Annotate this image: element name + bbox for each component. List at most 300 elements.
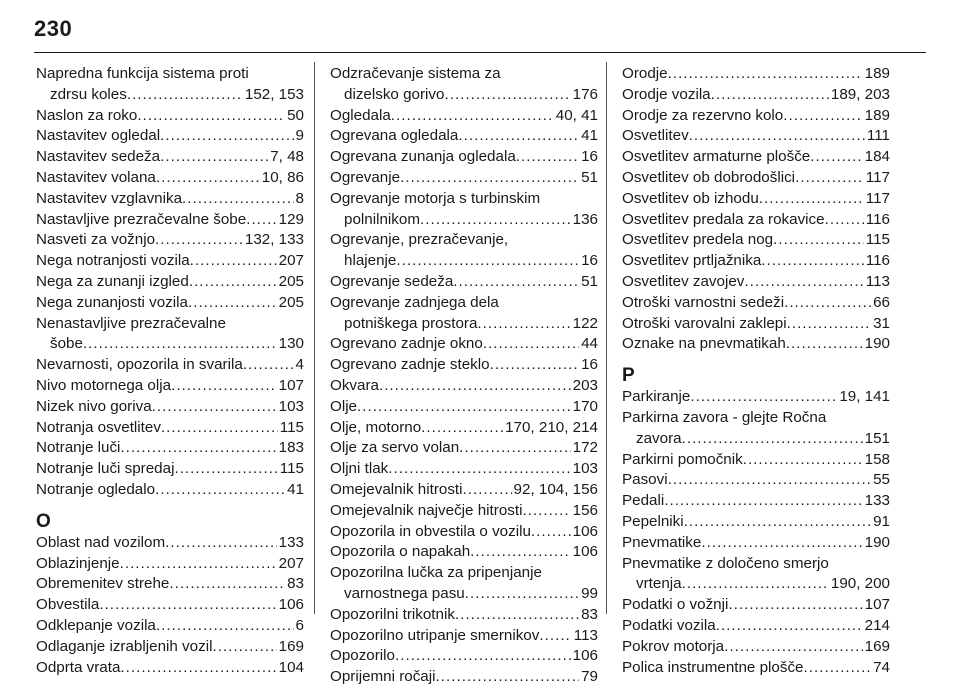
entry-row xyxy=(622,251,890,272)
entry-page-refs: 41 xyxy=(287,480,304,498)
entry-name: Opozorilni trikotnik xyxy=(330,605,455,623)
entry-row xyxy=(36,126,304,147)
index-entry xyxy=(36,595,304,616)
index-column-2 xyxy=(330,64,598,688)
entry-name: Osvetlitev prtljažnika xyxy=(622,252,762,270)
index-entry xyxy=(622,595,890,616)
dot-leader xyxy=(787,314,872,335)
entry-heading-line: Nenastavljive prezračevalne xyxy=(36,314,226,332)
index-entry xyxy=(330,126,598,147)
entry-page-refs: 111 xyxy=(866,127,890,145)
entry-heading-line: Parkirna zavora - glejte Ročna xyxy=(622,408,827,426)
index-entry xyxy=(330,64,598,106)
entry-name: Polica instrumentne plošče xyxy=(622,658,804,676)
index-entry xyxy=(622,533,890,554)
entry-row xyxy=(36,554,304,575)
dot-leader xyxy=(189,272,277,293)
index-entry xyxy=(622,64,890,85)
entry-row xyxy=(622,147,890,168)
dot-leader xyxy=(246,210,276,231)
entry-page-refs: 214 xyxy=(864,616,890,634)
entry-name: Opozorilno utripanje smernikov xyxy=(330,626,540,644)
index-entry xyxy=(622,189,890,210)
entry-page-refs: 190 xyxy=(864,335,890,353)
dot-leader xyxy=(664,491,862,512)
entry-row xyxy=(330,376,598,397)
entry-name: Nasveti za vožnjo xyxy=(36,231,156,249)
entry-row xyxy=(36,230,304,251)
index-entry xyxy=(330,459,598,480)
entry-name: Orodje za rezervno kolo xyxy=(622,106,784,124)
index-entry xyxy=(622,658,890,679)
index-entry xyxy=(330,542,598,563)
index-entry xyxy=(36,251,304,272)
entry-page-refs: 103 xyxy=(572,460,598,478)
entry-page-refs: 207 xyxy=(278,554,304,572)
dot-leader xyxy=(127,85,243,106)
index-entry xyxy=(330,626,598,647)
dot-leader xyxy=(182,189,294,210)
section-letter: O xyxy=(36,510,51,532)
entry-page-refs: 116 xyxy=(865,210,890,228)
index-entry xyxy=(36,314,304,356)
entry-name: Opozorila in obvestila o vozilu xyxy=(330,522,531,540)
dot-leader xyxy=(701,533,862,554)
entry-name: Odprta vrata xyxy=(36,658,121,676)
entry-name: Naslon za roko xyxy=(36,106,138,124)
entry-name: Opozorilo xyxy=(330,647,395,665)
entry-row xyxy=(330,106,598,127)
entry-row xyxy=(330,542,598,563)
entry-heading-line: Odzračevanje sistema za xyxy=(330,65,501,82)
entry-name: Opozorila o napakah xyxy=(330,543,471,561)
dot-leader xyxy=(531,522,571,543)
entry-name: Pedali xyxy=(622,492,665,510)
entry-row xyxy=(36,272,304,293)
entry-name: Nastavitev vzglavnika xyxy=(36,189,183,207)
entry-row xyxy=(36,85,304,106)
entry-name: Ogrevano zadnje steklo xyxy=(330,356,490,374)
entry-page-refs: 133 xyxy=(864,492,890,510)
entry-name: Pepelniki xyxy=(622,512,684,530)
entry-name: Olje xyxy=(330,397,358,415)
entry-page-refs: 99 xyxy=(581,584,598,602)
header-rule xyxy=(34,52,926,53)
entry-page-refs: 190, 200 xyxy=(830,575,890,593)
entry-page-refs: 172 xyxy=(572,439,598,457)
entry-name: Osvetlitev armaturne plošče xyxy=(622,148,811,166)
entry-name: Ogrevano zadnje okno xyxy=(330,335,483,353)
entry-page-refs: 156 xyxy=(572,501,598,519)
entry-page-refs: 106 xyxy=(572,543,598,561)
entry-row xyxy=(622,210,890,231)
index-entry xyxy=(36,189,304,210)
dot-leader xyxy=(455,605,579,626)
entry-name: Obvestila xyxy=(36,596,100,614)
entry-row xyxy=(36,595,304,616)
entry-row xyxy=(622,168,890,189)
dot-leader xyxy=(810,147,862,168)
entry-name: Nizek nivo goriva xyxy=(36,397,152,415)
entry-page-refs: 117 xyxy=(865,189,890,207)
index-entry xyxy=(622,314,890,335)
entry-page-refs: 169 xyxy=(864,637,890,655)
dot-leader xyxy=(357,397,571,418)
index-entry xyxy=(36,126,304,147)
entry-row xyxy=(622,574,890,595)
entry-row xyxy=(622,429,890,450)
entry-row xyxy=(330,334,598,355)
entry-heading-line: Pnevmatike z določeno smerjo xyxy=(622,554,829,572)
entry-page-refs: 91 xyxy=(873,512,890,530)
entry-page-refs: 113 xyxy=(865,272,890,290)
dot-leader xyxy=(522,501,570,522)
entry-name: Osvetlitev ob dobrodošlici xyxy=(622,168,796,186)
entry-page-refs: 16 xyxy=(581,148,598,166)
entry-row xyxy=(622,595,890,616)
entry-page-refs: 205 xyxy=(278,293,304,311)
entry-name: Nastavitev volana xyxy=(36,168,156,186)
entry-name: Oljni tlak xyxy=(330,460,389,478)
index-entry xyxy=(36,637,304,658)
entry-row xyxy=(36,459,304,480)
entry-row xyxy=(622,387,890,408)
dot-leader xyxy=(459,438,571,459)
dot-leader xyxy=(99,595,276,616)
entry-page-refs: 79 xyxy=(581,668,598,686)
entry-name: Otroški varnostni sedeži xyxy=(622,293,785,311)
entry-row xyxy=(36,334,304,355)
entry-row xyxy=(330,584,598,605)
index-entry xyxy=(330,646,598,667)
dot-leader xyxy=(243,355,294,376)
index-entry xyxy=(330,501,598,522)
entry-name: Podatki o vožnji xyxy=(622,596,729,614)
dot-leader xyxy=(155,480,285,501)
index-entry xyxy=(36,64,304,106)
dot-leader xyxy=(773,230,864,251)
index-entry xyxy=(36,554,304,575)
entry-name: Odklepanje vozila xyxy=(36,616,156,634)
entry-row xyxy=(622,658,890,679)
index-entry xyxy=(330,147,598,168)
entry-row xyxy=(36,147,304,168)
dot-leader xyxy=(156,616,294,637)
dot-leader xyxy=(188,293,277,314)
index-entry xyxy=(330,397,598,418)
entry-name: zavora xyxy=(636,429,682,447)
entry-row xyxy=(36,574,304,595)
entry-page-refs: 106 xyxy=(278,596,304,614)
index-entry xyxy=(622,387,890,408)
entry-row xyxy=(330,605,598,626)
entry-name: Nastavitev sedeža xyxy=(36,148,161,166)
dot-leader xyxy=(421,418,503,439)
index-entry xyxy=(622,491,890,512)
index-entry xyxy=(622,272,890,293)
section-letter: P xyxy=(622,365,635,387)
dot-leader xyxy=(120,658,276,679)
dot-leader xyxy=(174,459,277,480)
entry-row xyxy=(330,626,598,647)
entry-name: Ogrevana ogledala xyxy=(330,127,459,145)
index-entry xyxy=(330,293,598,335)
dot-leader xyxy=(395,646,571,667)
dot-leader xyxy=(120,438,276,459)
entry-heading-line: Ogrevanje motorja s turbinskim xyxy=(330,189,541,207)
index-entry xyxy=(36,272,304,293)
dot-leader xyxy=(171,376,277,397)
dot-leader xyxy=(516,147,579,168)
entry-row xyxy=(330,459,598,480)
entry-name: Obremenitev strehe xyxy=(36,575,170,593)
entry-page-refs: 117 xyxy=(865,168,890,186)
entry-page-refs: 116 xyxy=(865,252,890,270)
entry-name: Odlaganje izrabljenih vozil xyxy=(36,637,213,655)
dot-leader xyxy=(795,168,864,189)
entry-page-refs: 151 xyxy=(864,429,890,447)
entry-row xyxy=(330,355,598,376)
entry-name: Notranje ogledalo xyxy=(36,480,156,498)
entry-page-refs: 16 xyxy=(581,252,598,270)
dot-leader xyxy=(379,376,571,397)
dot-leader xyxy=(483,334,579,355)
entry-row xyxy=(330,667,598,688)
index-entry xyxy=(36,106,304,127)
index-entry xyxy=(36,574,304,595)
entry-row xyxy=(36,533,304,554)
entry-row xyxy=(622,512,890,533)
entry-name: Nastavitev ogledal xyxy=(36,127,161,145)
index-entry xyxy=(330,667,598,688)
index-entry xyxy=(622,450,890,471)
entry-page-refs: 169 xyxy=(278,637,304,655)
index-entry xyxy=(330,480,598,501)
dot-leader xyxy=(682,429,863,450)
entry-row xyxy=(36,376,304,397)
entry-row xyxy=(622,314,890,335)
entry-page-refs: 104 xyxy=(278,658,304,676)
dot-leader xyxy=(786,334,863,355)
index-entry xyxy=(36,658,304,679)
index-entry xyxy=(36,480,304,501)
entry-row xyxy=(622,106,890,127)
entry-row xyxy=(330,314,598,335)
entry-row xyxy=(622,230,890,251)
dot-leader xyxy=(420,210,571,231)
entry-page-refs: 31 xyxy=(873,314,890,332)
entry-row xyxy=(36,251,304,272)
entry-page-refs: 132, 133 xyxy=(244,231,304,249)
entry-row xyxy=(330,251,598,272)
index-entry xyxy=(36,438,304,459)
dot-leader xyxy=(458,126,579,147)
entry-name: Pasovi xyxy=(622,471,668,489)
entry-row xyxy=(36,106,304,127)
index-entry xyxy=(622,293,890,314)
entry-page-refs: 183 xyxy=(278,439,304,457)
index-entry xyxy=(330,605,598,626)
index-entry xyxy=(622,616,890,637)
dot-leader xyxy=(728,595,862,616)
entry-row xyxy=(622,272,890,293)
entry-name: Okvara xyxy=(330,376,379,394)
entry-page-refs: 203 xyxy=(572,376,598,394)
index-entry xyxy=(330,334,598,355)
entry-row xyxy=(622,64,890,85)
entry-row xyxy=(36,189,304,210)
entry-page-refs: 44 xyxy=(581,335,598,353)
entry-heading-line: Napredna funkcija sistema proti xyxy=(36,65,249,82)
entry-heading-line: Ogrevanje, prezračevanje, xyxy=(330,231,509,249)
index-entry xyxy=(622,251,890,272)
dot-leader xyxy=(724,637,863,658)
dot-leader xyxy=(156,168,260,189)
entry-row xyxy=(330,480,598,501)
dot-leader xyxy=(804,658,872,679)
entry-page-refs: 158 xyxy=(864,450,890,468)
entry-name: Parkiranje xyxy=(622,388,691,406)
entry-row xyxy=(330,85,598,106)
dot-leader xyxy=(716,616,863,637)
entry-page-refs: 176 xyxy=(572,85,598,103)
entry-row xyxy=(330,272,598,293)
index-entry xyxy=(622,210,890,231)
entry-name: polnilnikom xyxy=(344,210,420,228)
entry-page-refs: 115 xyxy=(279,460,304,478)
entry-page-refs: 107 xyxy=(864,596,890,614)
dot-leader xyxy=(668,470,872,491)
entry-page-refs: 189, 203 xyxy=(830,85,890,103)
entry-row xyxy=(622,533,890,554)
entry-row xyxy=(622,450,890,471)
index-entry xyxy=(330,272,598,293)
entry-page-refs: 103 xyxy=(278,397,304,415)
dot-leader xyxy=(463,480,512,501)
entry-row xyxy=(622,189,890,210)
column-divider xyxy=(314,62,315,614)
entry-page-refs: 16 xyxy=(581,356,598,374)
entry-name: Orodje xyxy=(622,65,668,82)
dot-leader xyxy=(470,542,570,563)
dot-leader xyxy=(465,584,579,605)
dot-leader xyxy=(744,272,863,293)
entry-name: šobe xyxy=(50,335,83,353)
entry-page-refs: 40, 41 xyxy=(555,106,598,124)
entry-row xyxy=(36,355,304,376)
index-entry xyxy=(622,126,890,147)
entry-row xyxy=(622,126,890,147)
entry-row xyxy=(36,293,304,314)
entry-name: varnostnega pasu xyxy=(344,584,465,602)
entry-name: Nivo motornega olja xyxy=(36,376,172,394)
index-entry xyxy=(36,397,304,418)
entry-row xyxy=(36,210,304,231)
dot-leader xyxy=(690,387,837,408)
entry-row xyxy=(622,637,890,658)
entry-page-refs: 170, 210, 214 xyxy=(505,418,598,436)
entry-name: Oblast nad vozilom xyxy=(36,533,166,551)
dot-leader xyxy=(477,314,570,335)
entry-name: Ogrevanje sedeža xyxy=(330,272,454,290)
entry-row xyxy=(622,293,890,314)
entry-name: Notranja osvetlitev xyxy=(36,418,161,436)
dot-leader xyxy=(711,85,829,106)
entry-name: vrtenja xyxy=(636,575,682,593)
entry-row xyxy=(36,438,304,459)
entry-page-refs: 55 xyxy=(873,471,890,489)
index-entry xyxy=(36,533,304,554)
entry-row xyxy=(330,147,598,168)
dot-leader xyxy=(436,667,580,688)
entry-page-refs: 205 xyxy=(278,272,304,290)
entry-page-refs: 136 xyxy=(572,210,598,228)
entry-name: Notranje luči xyxy=(36,439,121,457)
index-entry xyxy=(622,554,890,596)
entry-name: Olje, motorno xyxy=(330,418,422,436)
entry-row xyxy=(622,334,890,355)
index-entry xyxy=(330,563,598,605)
entry-page-refs: 83 xyxy=(581,605,598,623)
index-entry xyxy=(622,512,890,533)
index-entry xyxy=(622,334,890,355)
dot-leader xyxy=(759,189,864,210)
index-entry xyxy=(330,189,598,231)
entry-page-refs: 66 xyxy=(873,293,890,311)
entry-name: Nastavljive prezračevalne šobe xyxy=(36,210,247,228)
dot-leader xyxy=(689,126,865,147)
entry-name: Parkirni pomočnik xyxy=(622,450,743,468)
index-entry xyxy=(36,168,304,189)
entry-page-refs: 115 xyxy=(865,231,890,249)
index-entry xyxy=(36,210,304,231)
entry-page-refs: 106 xyxy=(572,522,598,540)
index-entry xyxy=(622,168,890,189)
entry-page-refs: 189 xyxy=(864,106,890,124)
entry-name: Oprijemni ročaji xyxy=(330,668,436,686)
dot-leader xyxy=(160,147,268,168)
index-entry xyxy=(330,168,598,189)
entry-page-refs: 19, 141 xyxy=(839,388,890,406)
index-entry xyxy=(622,637,890,658)
dot-leader xyxy=(137,106,285,127)
entry-name: Orodje vozila xyxy=(622,85,711,103)
dot-leader xyxy=(165,533,277,554)
entry-page-refs: 6 xyxy=(295,616,304,634)
entry-row xyxy=(36,418,304,439)
entry-page-refs: 106 xyxy=(572,647,598,665)
entry-row xyxy=(330,438,598,459)
index-entry xyxy=(330,230,598,272)
entry-name: Pokrov motorja xyxy=(622,637,725,655)
index-entry xyxy=(36,376,304,397)
dot-leader xyxy=(490,355,580,376)
dot-leader xyxy=(120,554,277,575)
index-entry xyxy=(36,418,304,439)
dot-leader xyxy=(684,512,871,533)
entry-page-refs: 41 xyxy=(581,127,598,145)
dot-leader xyxy=(743,450,863,471)
entry-name: Notranje luči spredaj xyxy=(36,460,175,478)
index-entry xyxy=(330,106,598,127)
entry-name: Nevarnosti, opozorila in svarila xyxy=(36,356,243,374)
entry-name: dizelsko gorivo xyxy=(344,85,445,103)
dot-leader xyxy=(761,251,864,272)
index-entry xyxy=(330,438,598,459)
entry-name: Osvetlitev zavojev xyxy=(622,272,745,290)
entry-heading-line: Opozorilna lučka za pripenjanje xyxy=(330,564,542,582)
index-entry xyxy=(622,230,890,251)
